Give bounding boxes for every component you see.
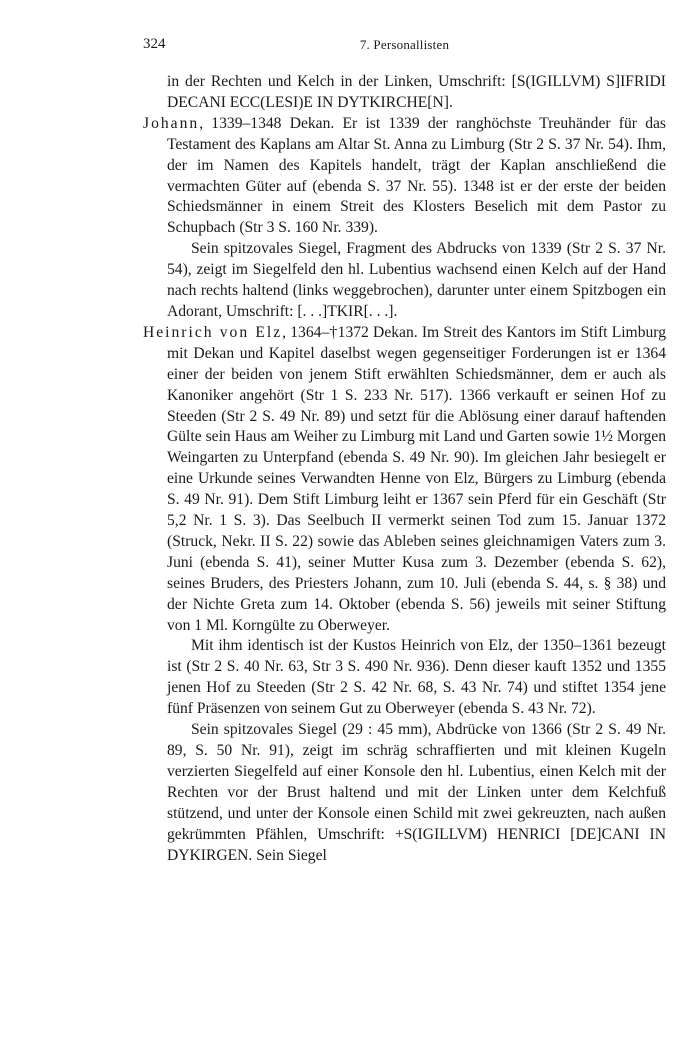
entry-text-heinrich: , 1364–†1372 Dekan. Im Streit des Kantors im Stift Limburg mit Dekan und Kapitel daselbst wegen gegenseitiger Forderungen ist er 1364 einer der beiden von jenem Stift erwählten Schiedsmänner, dem er auch als Kanoniker angehört (Str 1 S. 233 Nr. 517). 1366 verkauft er seinen Hof zu Steeden (Str 2 S. 49 Nr. 89) und setzt für die Ablösung einer darauf haftenden Gülte sein Haus am Weiher zu Limburg mit Land und Garten sowie 1½ Morgen Weingarten zu Unterpfand (ebenda S. 49 Nr. 90). Im gleichen Jahr besiegelt er eine Urkunde seines Verwandten Henne von Elz, Bürgers zu Limburg (ebenda S. 49 Nr. 91). Dem Stift Limburg leiht er 1367 sein Pferd für ein Geschäft (Str 5,2 Nr. 1 S. 3). Das Seelbuch II vermerkt seinen Tod zum 15. Januar 1372 (Struck, Nekr. II S. 22) sowie das Ableben seines gleichnamigen Vaters zum 3. Juni (ebenda S. 41), seiner Mutter Kusa zum 3. Dezember (ebenda S. 62), seines Bruders, des Priesters Johann, zum 10. Juli (ebenda S. 44, s. § 38) und der Nichte Greta zum 14. Oktober (ebenda S. 56) jeweils mit seiner Stiftung von 1 Ml. Korngülte zu Oberweyer. <box>167 323 666 634</box>
entry-name-heinrich: Heinrich von Elz <box>143 323 283 341</box>
body-text <box>143 72 666 866</box>
page-header <box>143 36 666 56</box>
entry-johann <box>143 114 666 239</box>
page-number: 324 <box>143 36 166 52</box>
entry-heinrich <box>143 323 666 637</box>
seal-description-johann: Sein spitzovales Siegel, Fragment des Abdrucks von 1339 (Str 2 S. 37 Nr. 54), zeigt im Siegelfeld den hl. Lubentius wachsend einen Kelch auf der Hand nach rechts haltend (links weggebrochen), darunter unter einem Spitzbogen ein Adorant, Umschrift: [. . .]TKIR[. . .]. <box>167 240 666 320</box>
paragraph-continuation: in der Rechten und Kelch in der Linken, Umschrift: [S(IGILLVM) S]IFRIDI DECANI ECC(LESI)E IN DYTKIRCHE[N]. <box>167 73 666 111</box>
entry-text-johann: , 1339–1348 Dekan. Er ist 1339 der ranghöchste Treuhänder für das Testament des Kaplans am Altar St. Anna zu Limburg (Str 2 S. 37 Nr. 54). Ihm, der im Namen des Kapitels handelt, trägt der Kaplan anschließend die vermachten Güter auf (ebenda S. 37 Nr. 55). 1348 ist er der erste der beiden Schiedsmänner in einem Streit des Klosters Beselich mit dem Pastor zu Schupbach (Str 3 S. 160 Nr. 339). <box>167 114 666 237</box>
entry-name-johann: Johann <box>143 114 200 132</box>
paragraph-kustos: Mit ihm identisch ist der Kustos Heinrich von Elz, der 1350–1361 bezeugt ist (Str 2 S. 40 Nr. 63, Str 3 S. 490 Nr. 936). Denn dieser kauft 1352 und 1355 jenen Hof zu Steeden (Str 2 S. 42 Nr. 68, S. 43 Nr. 74) und stiftet 1354 jene fünf Präsenzen von seinem Gut zu Oberweyer (ebenda S. 43 Nr. 72). <box>167 637 666 718</box>
running-head: 7. Personallisten <box>359 37 450 52</box>
seal-description-heinrich: Sein spitzovales Siegel (29 : 45 mm), Abdrücke von 1366 (Str 2 S. 49 Nr. 89, S. 50 Nr. 91), zeigt im schräg schraffierten und mit kleinen Kugeln verzierten Siegelfeld auf einer Konsole den hl. Lubentius, einen Kelch mit der Rechten vor der Brust haltend und mit der Linken unter dem Kelchfuß stützend, und unter der Konsole einen Schild mit zwei gekreuzten, nach außen gekrümmten Pfählen, Umschrift: +S(IGILLVM) HENRICI [DE]CANI IN DYKIRGEN. Sein Siegel <box>167 721 666 864</box>
